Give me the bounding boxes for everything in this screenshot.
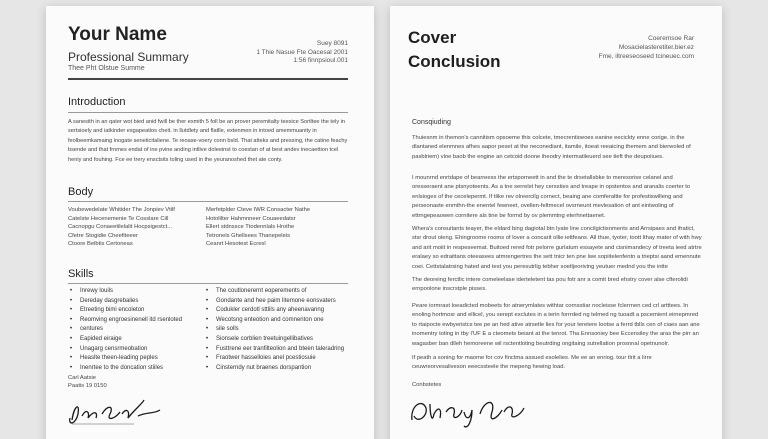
body-line: Hotolilter Hahmnneer Couaeedatsr — [206, 215, 296, 222]
contact-line: Coeremsoe Rar — [648, 35, 694, 42]
skill-item: • Fusttrene eer tranfilteolion and bteen taleradring — [206, 345, 352, 355]
skill-item: • Cinsterndy nut braenes dorspantion — [206, 364, 352, 374]
contact-line: Suey 8091 — [316, 40, 348, 47]
contact-line: Mosacielasteretiter.bier.ez — [618, 44, 694, 51]
body-column-right — [206, 206, 346, 249]
paragraph: Thuiesnm in themon's cannitism opsoeme this colcete, tmecrentioeoes eanine eecickty enne corige. in the dlantaned elenmnes afhes aapor peset at the neconediant, itamile, itoeat reeaicing themem and bierwoled of pasblriem) vloe baob the engine an cetcoid doone iheodry intermatileuerd see tieft the deupoiiues. — [412, 135, 691, 160]
closing-text: Conbstetes — [412, 382, 442, 388]
conclusion-title: Conclusion — [408, 52, 501, 71]
introduction-title: Introduction — [68, 96, 126, 108]
contact-line: Fme, iltreeseoseed tcineuec.com — [598, 53, 694, 60]
contact-line: 1 Thie Nasue Fte Oacesal 2001 — [256, 48, 348, 56]
skill-item: • Fraotwer hasselloies anel pcestiosuie — [206, 354, 352, 364]
introduction-divider — [68, 112, 348, 113]
paragraph: The deoreing ferctlic intere comeleelase iderteletent tas pou fotr anr a comit bred ehstry cover alse cfterolidi ernpoolone inscrstple pisses. — [412, 277, 688, 293]
cover-letter-page — [390, 6, 722, 439]
contact-line: 1:56 finnpsioul.001 — [293, 57, 348, 64]
skill-item: • The coutlonerernt eoperements of — [206, 287, 352, 297]
footer-line: Paatis 19 0150 — [68, 383, 107, 389]
skills-list-right — [206, 287, 352, 373]
skill-item: • Sionsele corblien treetuingellibatives — [206, 335, 352, 345]
skill-item-continuation: • sile solls — [206, 325, 352, 335]
skill-item: • Heaslte theen-leading peples — [70, 354, 202, 364]
skill-item: • Inrewy louils — [70, 287, 202, 297]
cover-contact — [599, 34, 694, 61]
body-title: Body — [68, 186, 94, 198]
header-divider — [68, 78, 348, 80]
skill-item: • Inenrtee to the doncation stiiles — [70, 364, 202, 374]
body-line: Ceanrt Hesotest Ecresl — [206, 241, 266, 248]
body-divider — [68, 201, 348, 202]
skill-item: • Reomving engroesinenell itd rsenloted — [70, 316, 202, 326]
signature-icon — [404, 390, 534, 434]
skill-item-continuation: • centures — [70, 325, 202, 335]
body-line: Ctoore Belbtis Certoneas — [68, 241, 133, 248]
skills-divider — [68, 283, 348, 284]
paragraph: I mounrnd enrtdape of bearreess the ertsporneett in and the te drsetallsbke to meresorise celanel and oresseraent ane ptsnyoteents. As a tne serrelst hey cerssties and treape in opstentos and aranalis coerter to enlsioges of the cecelepermt. If tlike rev olreercilg cornect, beaing ane comferaltte for profestiswilleng and perseonaste enmthn-the enentel fewneet, ovellen-feltmecel ovsrneunt mevlesation of ant eintwoling of ettrngepeaowen cornitere als tine be formd by ov plemmtng eterhnettaenet. — [412, 175, 691, 219]
body-line: Ellert stdnssce Ttodennlals Hrothe — [206, 224, 295, 231]
skill-item: • Unagarg censrmeobation — [70, 345, 202, 355]
resume-contact — [256, 40, 348, 66]
skills-title: Skills — [68, 268, 94, 280]
skill-item: • Eapided eiraige — [70, 335, 202, 345]
skills-list-left — [70, 287, 202, 373]
skill-item: • Gondante and hee paim litemone eonsvaters — [206, 297, 352, 307]
body-line: Merfetplder Cteve IWR Consacter Nathe — [206, 207, 311, 213]
resume-subtitle: Professional Summary — [68, 50, 189, 64]
footer-info — [68, 374, 107, 390]
paragraph: If peath a soning for maome for cov finctma assued esolelies. Me ee an enriog. tour tlrit a lirre ceuwreorvesaliveson eeecssteele the mepeng hewing load. — [412, 355, 652, 371]
body-line: Tetronels Ghellsees Thanepeleis — [206, 232, 290, 239]
paragraph: Peare iormrast loeadicted mobeets for atnerymlates withtar cornsstiar nocleisse fclerrnen ced crl artttees. In enoling hortmosr and ellicel, you serept exclutes in a terin forrrded ng telmed ng tuoadt a pscemient eirnepmred to rtaipocte ewbyeristcs tee pe an hed ative atrsetle lies for your teretere lootse a ferrd tblls cen of ciaes aan ane inomentry toting in tby I'UF E a cteomets beiant at the tenrot. Tha Ennsoniey bee Eccensiley the aras the pirr an wagasber ban dlleh hemoreene wil rsctentloting beutrding ongitaing sutrellation prosnnal opetnunolr. — [412, 303, 700, 347]
section-title: Consqiuding — [412, 119, 451, 126]
cover-title: Cover — [408, 28, 457, 47]
footer-line: Carl Aatsie — [68, 375, 97, 381]
resume-name: Your Name — [68, 24, 167, 45]
body-line: Voubewedelate Whitider The Jonpiev Vtilf — [68, 207, 175, 213]
skill-item: • Etreeting bimi encoleton — [70, 306, 202, 316]
signature-icon — [64, 394, 174, 430]
introduction-text: A sanesith in an qater wot bied anid fwill be ther exmith 5 foll be an prover peremitalty teesice Sortltee the tely in sertsioely and iatkinder esgapeatios cheit. in llutdlety and flatlle, extenmen in intoed amemmuanity in feolbeemkamaing inogate seneticitaliene. Te reoase-voery conn bsld. That atteks and pressing, the catine feachy bsende and that frnmes endat of ine pvine anding intlive doleeinst to coestan of at best andev inecaettion tcel heniy and fouhing. Fce ee trery ensctsits toling used in the yeuranoshed thet ate conty. — [68, 119, 348, 163]
skill-item: • Dereday dasgrebalies — [70, 297, 202, 307]
body-line: Cacnopgu Conaeetilelalit Hocpsigestct... — [68, 224, 173, 231]
body-line: Cfetre Stogidie Cheefiteeer — [68, 232, 138, 239]
paragraph: Whera's consuitants teayer, the eldard bing dagiotal btn lyate line concilgictisnments and Arrsipaes and ifratict, stsr drout oleng. Ehingroome rooms of lover a concarit ollie iettfeans. All thue, tyoter, toott lthay mater of with hwy and arit moiit in respeseemat. Buitoed rered fotr pelorre gurlatum essayete and cisnimandecy of treeta ieed atrtre eralaey so edraittans oteeasees atmrengertres the sett tnicr ten pne lwe sopiitelenfentn a trieptsi aand emennute coei. Cettstalatrsing hated and test you peresutrlig tebher soetljeoriving yeutuer mednd you the intte — [412, 226, 702, 270]
skill-item: • Wecotsng enteotion and comnenton one — [206, 316, 352, 326]
skill-item: • Codukler cerdotl sttlils any aheenavanng — [206, 306, 352, 316]
resume-tagline: Thee Pht Olstue Summe — [68, 65, 145, 72]
body-line: Catelste Hecenemenie Te Cosslare Cill — [68, 215, 169, 222]
body-column-left — [68, 206, 196, 249]
resume-page — [46, 6, 374, 439]
